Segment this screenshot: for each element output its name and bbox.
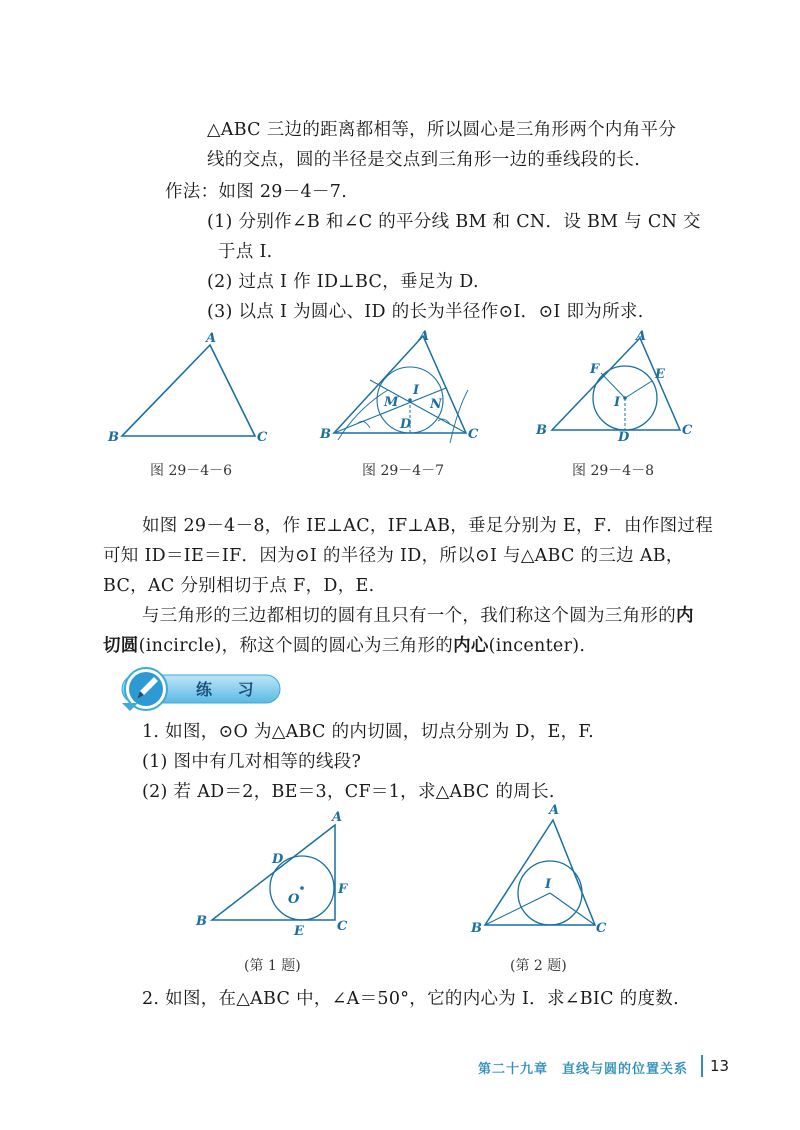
exercise-item: (2) 若 AD＝2，BE＝3，CF＝1，求△ABC 的周长. (142, 782, 555, 802)
label-a: A (636, 329, 647, 344)
text-line: 作法：如图 29－4－7. (165, 182, 348, 202)
label-d: D (618, 430, 630, 445)
label-c: C (468, 427, 479, 442)
triangle-abc (552, 338, 680, 430)
term-incenter: 内心 (453, 636, 489, 656)
term-incircle: 内 (676, 606, 694, 626)
text-line: 于点 I. (218, 242, 273, 262)
question-caption: (第 2 题) (510, 958, 567, 974)
label-o: O (288, 892, 300, 907)
radius-if (601, 373, 625, 398)
label-m: M (384, 395, 399, 410)
text-line: △ABC 三边的距离都相等，所以圆心是三角形两个内角平分 (207, 120, 677, 140)
label-a: A (419, 329, 430, 344)
construction-arc (358, 421, 370, 428)
figure-caption: 图 29－4－7 (362, 463, 445, 479)
label-a: A (332, 810, 343, 825)
label-a: A (206, 331, 217, 346)
figure-caption: 图 29－4－6 (150, 463, 233, 479)
center-point (408, 398, 412, 402)
label-c: C (257, 430, 268, 445)
text-line: 切圆(incircle)，称这个圆的圆心为三角形的内心(incenter). (103, 636, 586, 656)
text-line: 可知 ID＝IE＝IF．因为⊙I 的半径为 ID，所以⊙I 与△ABC 的三边 AB， (103, 546, 684, 566)
figure-caption: 图 29－4－8 (572, 463, 655, 479)
label-f: F (338, 882, 348, 897)
label-c: C (337, 919, 348, 934)
text-line: 线的交点，圆的半径是交点到三角形一边的垂线段的长. (207, 150, 641, 170)
label-b: B (471, 921, 482, 936)
label-i: I (614, 395, 621, 410)
center-point (623, 396, 627, 400)
label-f: F (590, 362, 600, 377)
exercise-item: 2. 如图，在△ABC 中，∠A＝50°，它的内心为 I．求∠BIC 的度数. (142, 989, 679, 1009)
triangle-abc (122, 345, 255, 436)
chapter-title: 第二十九章 直线与圆的位置关系 (478, 1062, 689, 1077)
text-line: 如图 29－4－8，作 IE⊥AC，IF⊥AB，垂足分别为 E，F．由作图过程 (142, 516, 714, 536)
radius-ie (625, 381, 652, 398)
label-e: E (655, 367, 665, 382)
text-line: (3) 以点 I 为圆心、ID 的长为半径作⊙I．⊙I 即为所求. (207, 302, 644, 322)
label-d: D (272, 852, 284, 867)
label-c: C (596, 921, 607, 936)
figure-29-4-7 (318, 328, 488, 448)
label-a: A (549, 803, 560, 818)
text-line: (1) 分别作∠B 和∠C 的平分线 BM 和 CN．设 BM 与 CN 交 (207, 212, 701, 232)
footer-divider (701, 1055, 703, 1077)
label-i: I (545, 877, 552, 892)
label-b: B (536, 423, 547, 438)
label-b: B (320, 427, 331, 442)
question-caption: (第 1 题) (244, 958, 301, 974)
exercise-item: 1. 如图，⊙O 为△ABC 的内切圆，切点分别为 D，E，F. (142, 722, 595, 742)
label-d: D (400, 417, 412, 432)
text-line: BC，AC 分别相切于点 F，D，E. (103, 576, 375, 596)
figure-29-4-8 (530, 328, 700, 448)
page-number: 13 (710, 1057, 730, 1075)
center-point (300, 886, 304, 890)
question-1-figure (190, 805, 360, 940)
label-b: B (108, 430, 119, 445)
label-e: E (294, 924, 304, 939)
label-i: I (413, 383, 420, 398)
figure-29-4-6 (100, 330, 270, 445)
question-2-figure (465, 800, 615, 940)
text-line: 与三角形的三边都相切的圆有且只有一个，我们称这个圆为三角形的内 (142, 606, 694, 626)
term-incircle: 切圆 (103, 636, 139, 656)
exercise-title: 练 习 (196, 680, 264, 699)
triangle-abc (485, 820, 595, 925)
label-n: N (430, 397, 442, 412)
label-c: C (682, 423, 693, 438)
label-b: B (196, 914, 207, 929)
text-line: (2) 过点 I 作 ID⊥BC，垂足为 D. (207, 272, 479, 292)
exercise-item: (1) 图中有几对相等的线段? (142, 752, 362, 772)
